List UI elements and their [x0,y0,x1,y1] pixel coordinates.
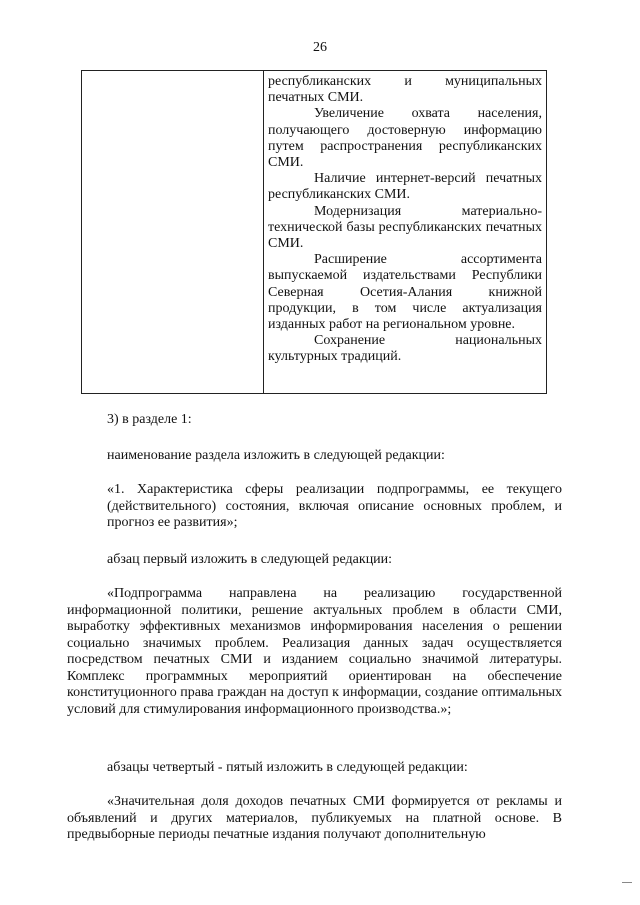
para45-instruction: абзацы четвертый - пятый изложить в следующей редакции: [107,760,468,775]
section-title-text: «1. Характеристика сферы реализации подпрограммы, ее текущего (действительного) состояния, включая описание основных проблем, и прогноз ее развития»; [107,482,562,530]
para45-quote [67,794,562,844]
table-right-cell [264,71,546,393]
para1-quote [67,586,562,718]
para45-text: «Значительная доля доходов печатных СМИ формируется от рекламы и объявлений и других материалов, публикуемых на платной основе. В предвыборные периоды печатные издания получают дополнительную [67,794,562,842]
table-line-3: Наличие интернет-версий печатных республиканских СМИ. [268,171,542,203]
page-number: 26 [313,40,327,55]
para1-text: «Подпрограмма направлена на реализацию государственной информационной политики, решение актуальных проблем в области СМИ, выработку эффективных механизмов информирования населения о решении социально значимых проблем. Реализация данных задач осуществляется посредством печатных СМИ и изданием социально значимой литературы. Комплекс программных мероприятий ориентирован на обеспечение конституционного права граждан на доступ к информации, создание оптимальных условий для стимулирования информационного производства.»; [67,586,562,717]
para1-instruction: абзац первый изложить в следующей редакции: [107,552,393,567]
table-continuation [81,70,547,394]
section-title-quote [107,482,562,532]
table-line-4: Модернизация материально-технической базы республиканских печатных СМИ. [268,203,542,252]
item-3: 3) в разделе 1: [107,412,192,427]
table-left-cell [82,71,264,393]
table-line-2: Увеличение охвата населения, получающего достоверную информацию путем распространения республиканских СМИ. [268,106,542,171]
heading-instruction: наименование раздела изложить в следующей редакции: [107,448,445,463]
table-line-6: Сохранение национальных культурных традиций. [268,333,542,365]
table-line-1: республиканских и муниципальных печатных СМИ. [268,74,542,106]
page-edge-mark [622,882,632,883]
table-line-5: Расширение ассортимента выпускаемой издательствами Республики Северная Осетия-Алания книжной продукции, в том числе актуализация изданных работ на региональном уровне. [268,252,542,333]
